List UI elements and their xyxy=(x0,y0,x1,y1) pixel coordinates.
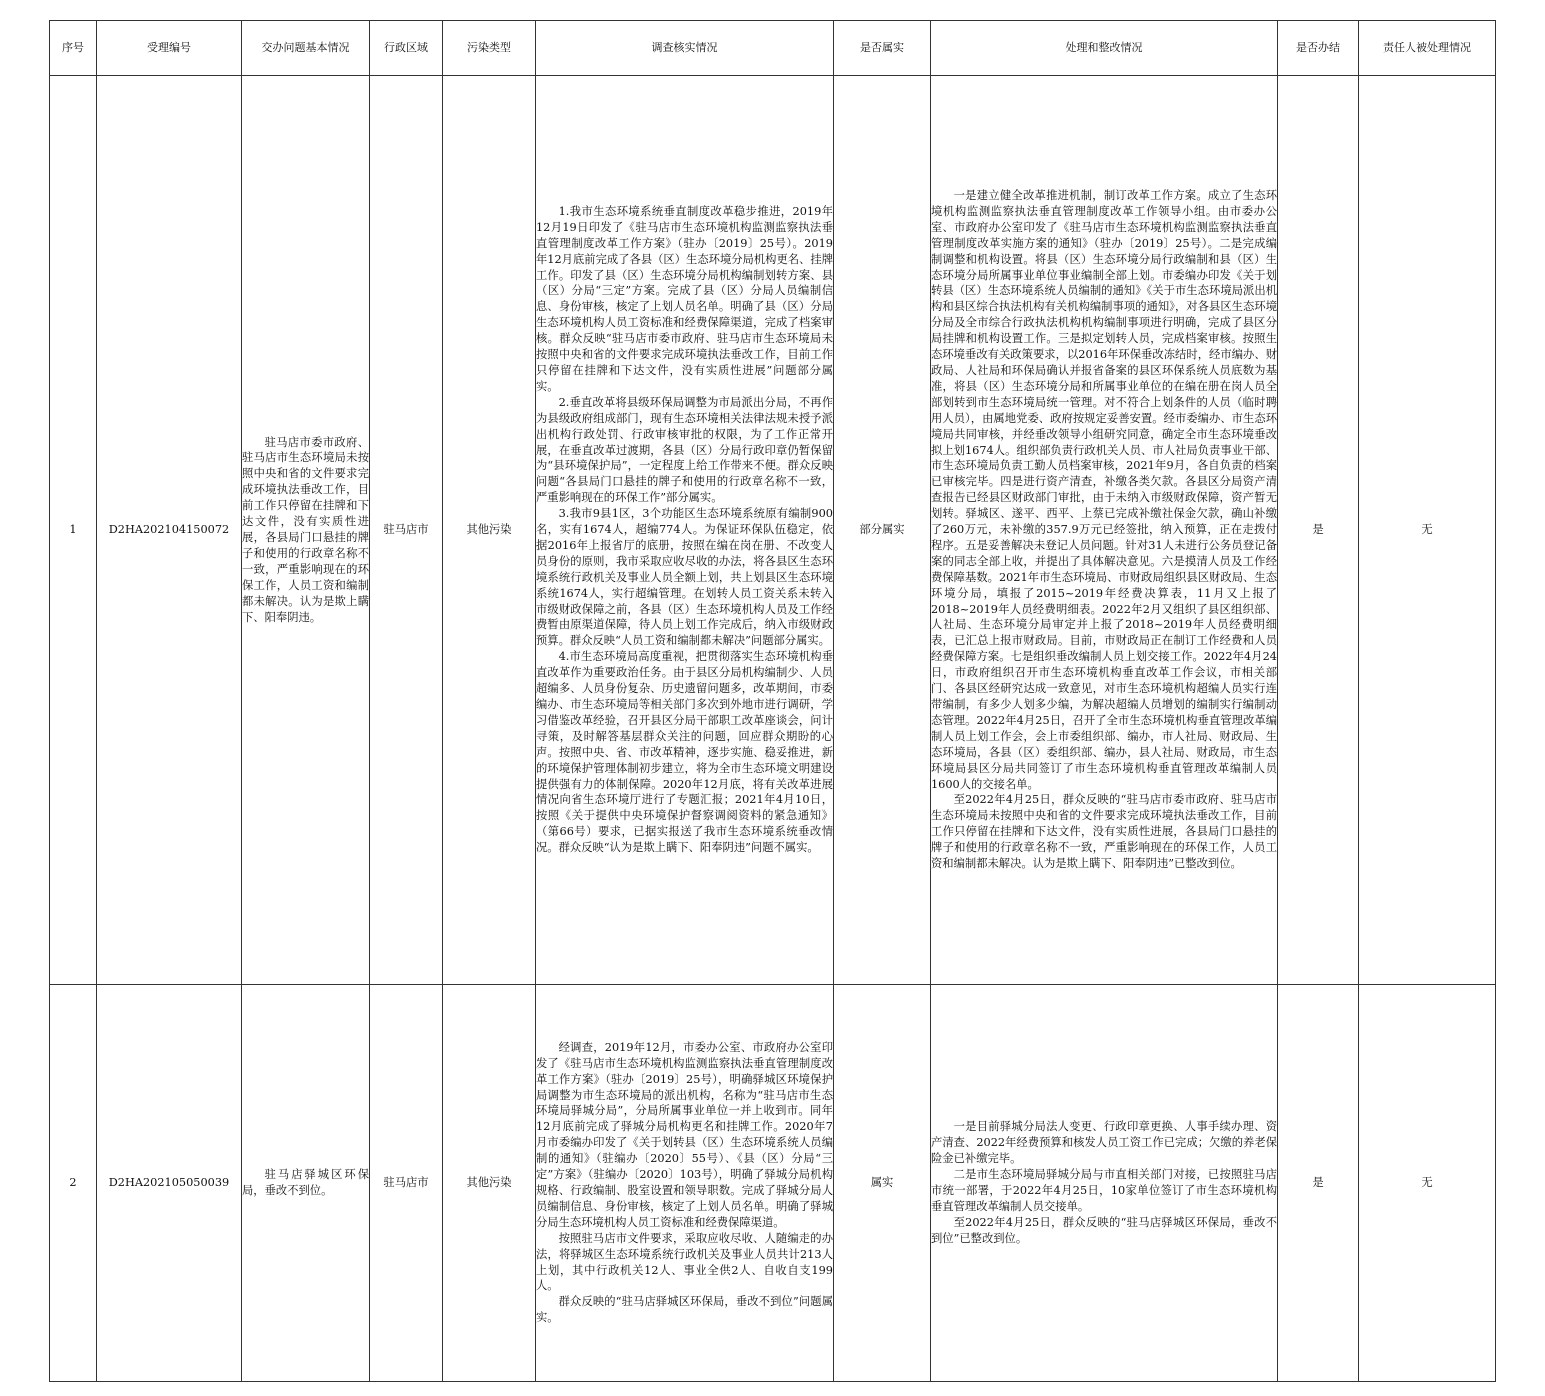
handling-paragraph: 至2022年4月25日，群众反映的“驻马店驿城区环保局，垂改不到位”已整改到位。 xyxy=(931,1215,1277,1245)
table-header-row xyxy=(50,21,1496,76)
handling-paragraph: 一是目前驿城分局法人变更、行政印章更换、人事手续办理、资产清查、2022年经费预算和核发人员工资工作已完成；欠缴的养老保险金已补缴完毕。 xyxy=(931,1120,1277,1166)
cell-responsible: 无 xyxy=(1359,76,1496,985)
cell-is-closed: 是 xyxy=(1278,76,1359,985)
header-handling: 处理和整改情况 xyxy=(931,21,1278,76)
issue-text: 驻马店市委市政府、驻马店市生态环境局未按照中央和省的文件要求完成环境执法垂改工作，目前工作只停留在挂牌和下达文件，没有实质性进展，各县局门口悬挂的牌子和使用的行政章名称不一致，严重影响现在的环保工作，人员工资和编制都未解决。认为是欺上瞒下、阳奉阴违。 xyxy=(242,435,369,624)
cell-seq: 2 xyxy=(50,985,97,1382)
header-is-true: 是否属实 xyxy=(834,21,931,76)
handling-paragraph: 一是建立健全改革推进机制，制订改革工作方案。成立了生态环境机构监测监察执法垂直管理制度改革工作领导小组。由市委办公室、市政府办公室印发了《驻马店市生态环境机构监测监察执法垂直管理制度改革实施方案的通知》（驻办〔2019〕25号）。二是完成编制调整和机构设置。将县（区）生态环境分局行政编制和县（区）生态环境分局所属事业单位事业编制全部上划。市委编办印发《关于划转县（区）生态环境系统人员编制的通知》《关于市生态环境局派出机构和县区综合执法机构有关机构编制事项的通知》，对各县区生态环境分局及全市综合行政执法机构机构编制事项进行明确，完成了县区分局挂牌和机构设置工作。三是拟定划转人员，完成档案审核。按照生态环境垂改有关政策要求，以2016年环保垂改冻结时，经市编办、财政局、人社局和环保局确认并报省备案的县区环保系统人员底数为基准，将县（区）生态环境分局和所属事业单位的在编在册在岗人员全部划转到市生态环境局统一管理。对不符合上划条件的人员（临时聘用人员），由属地党委、政府按规定妥善安置。经市委编办、市生态环境局共同审核，并经垂改领导小组研究同意，确定全市生态环境垂改拟上划1674人。组织部负责行政机关人员、市人社局负责事业干部、市生态环境局负责工勤人员档案审核，2021年9月，各自负责的档案已审核完毕。四是进行资产清查，补缴各类欠款。各县区分局资产清查报告已经县区财政部门审批，由于未纳入市级财政保障，资产暂无划转。驿城区、遂平、西平、上蔡已完成补缴社保金欠款，确山补缴了260万元，未补缴的357.9万元已经签批，纳入预算，正在走拨付程序。五是妥善解决未登记人员问题。针对31人未进行公务员登记备案的同志全部上收，并提出了具体解决意见。六是摸清人员及工作经费保障基数。2021年市生态环境局、市财政局组织县区财政局、生态环境分局，填报了2015~2019年经费决算表，11月又上报了2018~2019年人员经费明细表。2022年2月又组织了县区组织部、人社局、生态环境分局审定并上报了2018~2019年人员经费明细表，已汇总上报市财政局。目前，市财政局正在制订工作经费和人员经费保障方案。七是组织垂改编制人员上划交接工作。2022年4月24日，市政府组织召开市生态环境机构垂直改革工作会议，市相关部门、各县区经研究达成一致意见，对市生态环境机构超编人员实行连带编制，有多少人划多少编，为解决超编人员增划的编制实行编制动态管理。2022年4月25日，召开了全市生态环境机构垂直管理改革编制人员上划工作会，会上市委组织部、编办，市人社局、财政局、生态环境局，各县（区）委组织部、编办，县人社局、财政局，市生态环境局县区分局共同签订了市生态环境机构垂直管理改革编制人员1600人的交接名单。 xyxy=(931,189,1277,791)
issue-text: 驻马店驿城区环保局，垂改不到位。 xyxy=(242,1168,369,1197)
cell-issue xyxy=(242,76,370,985)
cell-investigation xyxy=(536,985,834,1382)
investigation-paragraph: 按照驻马店市文件要求，采取应收尽收、人随编走的办法，将驿城区生态环境系统行政机关及事业人员共计213人上划，其中行政机关12人、事业全供2人、自收自支199人。 xyxy=(536,1231,833,1293)
handling-paragraph: 至2022年4月25日，群众反映的“驻马店市委市政府、驻马店市生态环境局未按照中央和省的文件要求完成环境执法垂改工作，目前工作只停留在挂牌和下达文件，没有实质性进展，各县局门口悬挂的牌子和使用的行政章名称不一致，严重影响现在的环保工作，人员工资和编制都未解决。认为是欺上瞒下、阳奉阴违”已整改到位。 xyxy=(931,793,1277,871)
header-region: 行政区域 xyxy=(370,21,443,76)
header-case-id: 受理编号 xyxy=(97,21,242,76)
table-row xyxy=(50,76,1496,985)
cell-region: 驻马店市 xyxy=(370,76,443,985)
cell-is-true: 属实 xyxy=(834,985,931,1382)
cell-investigation xyxy=(536,76,834,985)
cell-region: 驻马店市 xyxy=(370,985,443,1382)
header-seq: 序号 xyxy=(50,21,97,76)
header-issue: 交办问题基本情况 xyxy=(242,21,370,76)
investigation-paragraph: 2.垂直改革将县级环保局调整为市局派出分局，不再作为县级政府组成部门，现有生态环境相关法律法规未授予派出机构行政处罚、行政审核审批的权限，为了工作正常开展，在垂直改革过渡期，各县（区）分局行政印章仍暂保留为“县环境保护局”，一定程度上给工作带来不便。群众反映问题“各县局门口悬挂的牌子和使用的行政章名称不一致，严重影响现在的环保工作”部分属实。 xyxy=(536,395,833,505)
cell-handling xyxy=(931,76,1278,985)
cell-pollution-type: 其他污染 xyxy=(443,76,536,985)
cell-is-closed: 是 xyxy=(1278,985,1359,1382)
investigation-paragraph: 群众反映的“驻马店驿城区环保局，垂改不到位”问题属实。 xyxy=(536,1295,833,1325)
investigation-paragraph: 经调查，2019年12月，市委办公室、市政府办公室印发了《驻马店市生态环境机构监测监察执法垂直管理制度改革工作方案》（驻办〔2019〕25号），明确驿城区环境保护局调整为市生态环境局的派出机构，名称为“驻马店市生态环境局驿城分局”，分局所属事业单位一并上收到市。同年12月底前完成了驿城分局机构更名和挂牌工作。2020年7月市委编办印发了《关于划转县（区）生态环境系统人员编制的通知》（驻编办〔2020〕55号）、《县（区）分局“三定”方案》（驻编办〔2020〕103号），明确了驿城分局机构规格、行政编制、股室设置和领导职数。完成了驿城分局人员编制信息、身份审核，核定了上划人员名单。明确了驿城分局生态环境机构人员工资标准和经费保障渠道。 xyxy=(536,1040,833,1229)
investigation-paragraph: 1.我市生态环境系统垂直制度改革稳步推进，2019年12月19日印发了《驻马店市生态环境机构监测监察执法垂直管理制度改革工作方案》（驻办〔2019〕25号）。2019年12月底前完成了各县（区）生态环境分局机构更名、挂牌工作。印发了县（区）生态环境分局机构编制划转方案、县（区）分局“三定”方案。完成了县（区）分局人员编制信息、身份审核，核定了上划人员名单。明确了县（区）分局生态环境机构人员工资标准和经费保障渠道，完成了档案审核。群众反映“驻马店市委市政府、驻马店市生态环境局未按照中央和省的文件要求完成环境执法垂改工作，目前工作只停留在挂牌和下达文件，没有实质性进展”问题部分属实。 xyxy=(536,204,833,393)
cell-case-id: D2HA202105050039 xyxy=(97,985,242,1382)
header-is-closed: 是否办结 xyxy=(1278,21,1359,76)
header-responsible: 责任人被处理情况 xyxy=(1359,21,1496,76)
table-row xyxy=(50,985,1496,1382)
handling-paragraph: 二是市生态环境局驿城分局与市直相关部门对接，已按照驻马店市统一部署，于2022年4月25日，10家单位签订了市生态环境机构垂直管理改革编制人员交接单。 xyxy=(931,1168,1277,1213)
cell-handling xyxy=(931,985,1278,1382)
cell-responsible: 无 xyxy=(1359,985,1496,1382)
cell-case-id: D2HA202104150072 xyxy=(97,76,242,985)
cell-issue xyxy=(242,985,370,1382)
cell-pollution-type: 其他污染 xyxy=(443,985,536,1382)
petition-table xyxy=(49,20,1496,1382)
cell-seq: 1 xyxy=(50,76,97,985)
investigation-paragraph: 4.市生态环境局高度重视，把贯彻落实生态环境机构垂直改革作为重要政治任务。由于县区分局机构编制少、人员超编多、人员身份复杂、历史遗留问题多，改革期间，市委编办、市生态环境局等相关部门多次到外地市进行调研，学习借鉴改革经验，召开县区分局干部职工改革座谈会，问计寻策，及时解答基层群众关注的问题，回应群众期盼的心声。按照中央、省、市改革精神，逐步实施、稳妥推进，新的环境保护管理体制初步建立，将为全市生态环境文明建设提供强有力的体制保障。2020年12月底，将有关改革进展情况向省生态环境厅进行了专题汇报；2021年4月10日，按照《关于提供中央环境保护督察调阅资料的紧急通知》（第66号）要求，已据实报送了我市生态环境系统垂改情况。群众反映“认为是欺上瞒下、阳奉阴违”问题不属实。 xyxy=(536,650,833,855)
investigation-paragraph: 3.我市9县1区，3个功能区生态环境系统原有编制900名，实有1674人，超编774人。为保证环保队伍稳定，依据2016年上报省厅的底册，按照在编在岗在册、不改变人员身份的原则，我市采取应收尽收的办法，将各县区生态环境系统行政机关及事业人员全额上划，共上划县区生态环境系统1674人，实行超编管理。在划转人员工资关系未转入市级财政保障之前，各县（区）生态环境机构人员及工作经费暂由原渠道保障，待人员上划工作完成后，纳入市级财政预算。群众反映“人员工资和编制都未解决”问题部分属实。 xyxy=(536,507,833,648)
header-pollution-type: 污染类型 xyxy=(443,21,536,76)
header-investigation: 调查核实情况 xyxy=(536,21,834,76)
cell-is-true: 部分属实 xyxy=(834,76,931,985)
